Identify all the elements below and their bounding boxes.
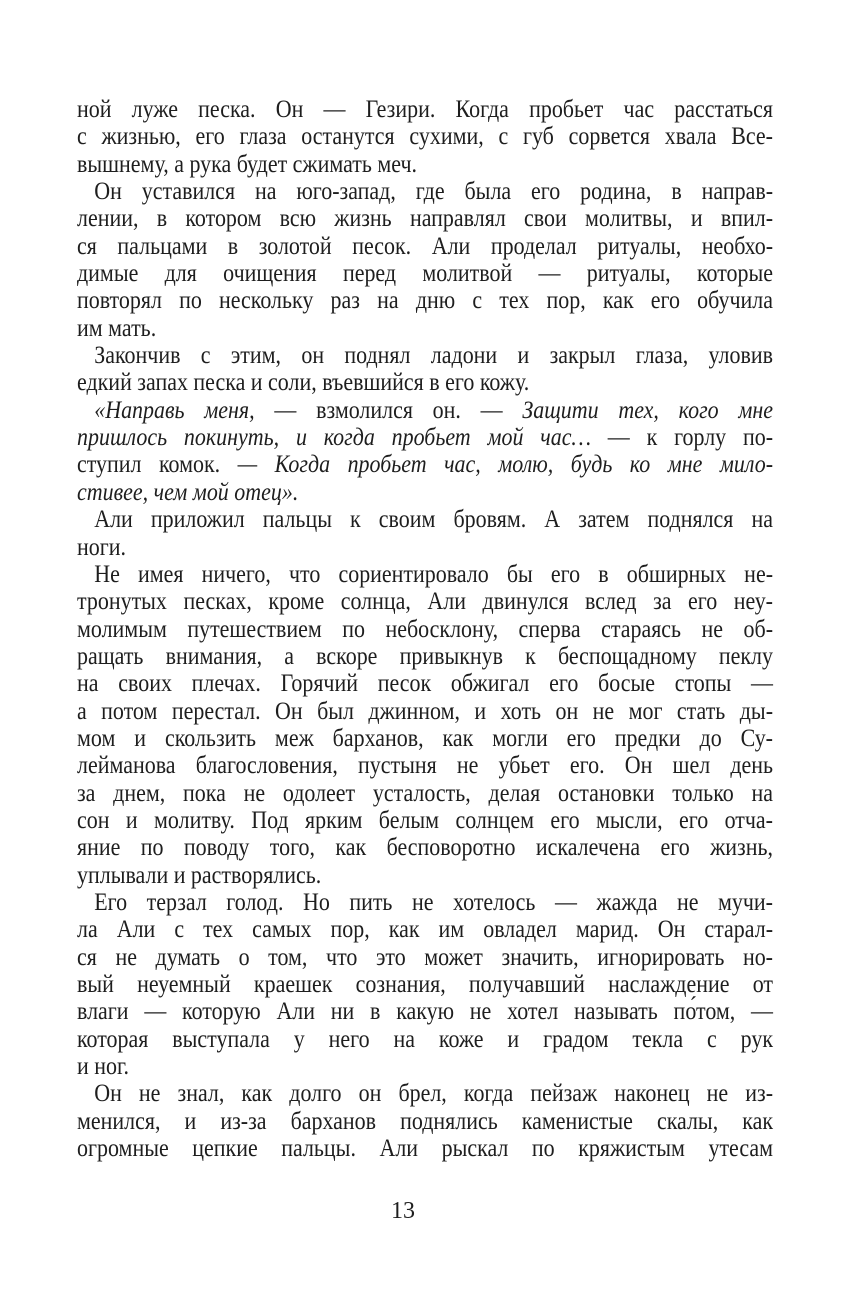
- text-line: Его терзал голод. Но пить не хотелось — жажда не мучи-: [94, 886, 774, 916]
- text-line: [77, 396, 773, 423]
- text-line: на своих плечах. Горячий песок обжигал его босые стопы —: [77, 668, 774, 698]
- text-line: влаги — которую Али ни в какую не хотел называть по́том, —: [77, 996, 774, 1026]
- text-line: Али приложил пальцы к своим бровям. А затем поднялся на: [94, 504, 774, 534]
- text-line: огромные цепкие пальцы. Али рыскал по кряжистым утесам: [77, 1133, 774, 1163]
- text-line: за днем, пока не одолеет усталость, делая остановки только на: [77, 777, 774, 807]
- paragraph: [77, 505, 773, 560]
- text-line: им мать.: [77, 312, 157, 342]
- italic-segment: — Когда пробьет час, молю, будь ко мне мило-: [237, 449, 774, 479]
- text-line: повторял по нескольку раз на дню с тех пор, как его обучила: [77, 285, 774, 315]
- text-line: едкий запах песка и соли, въевшийся в его кожу.: [77, 367, 530, 397]
- paragraph: [77, 177, 773, 341]
- text-block: [77, 95, 773, 1161]
- roman-segment: — к горлу по-: [607, 422, 774, 452]
- text-line: мом и скользить меж барханов, как могли его предки до Су-: [77, 722, 774, 752]
- text-line: [77, 423, 773, 450]
- italic-segment: Защити тех, кого мне: [522, 394, 774, 424]
- text-line: вышнему, а рука будет сжимать меч.: [77, 148, 418, 178]
- text-line: Он уставился на юго-запад, где была его родина, в направ-: [94, 176, 774, 206]
- text-line: димые для очищения перед молитвой — ритуалы, которые: [77, 258, 774, 288]
- text-line: ной луже песка. Он — Гезири. Когда пробьет час расстаться: [77, 94, 774, 123]
- paragraph: [77, 560, 773, 888]
- text-line: сон и молитву. Под ярким белым солнцем его мысли, его отча-: [77, 804, 774, 834]
- text-line: вый неуемный краешек сознания, получавший наслаждение от: [77, 969, 774, 998]
- italic-segment: пришлось покинуть, и когда пробьет мой час…: [77, 422, 608, 452]
- italic-segment: стивее, чем мой отец».: [77, 476, 299, 506]
- text-line: [77, 478, 773, 505]
- text-line: а потом перестал. Он был джинном, и хоть он не мог стать ды-: [77, 695, 774, 725]
- text-line: лении, в котором всю жизнь направлял свои молитвы, и впил-: [77, 203, 774, 233]
- text-line: с жизнью, его глаза останутся сухими, с губ сорвется хвала Все-: [77, 121, 774, 151]
- text-line: лейманова благословения, пустыня не убьет его. Он шел день: [77, 750, 774, 780]
- text-line: [77, 450, 773, 477]
- text-line: Он не знал, как долго он брел, когда пейзаж наконец не из-: [94, 1078, 774, 1108]
- text-line: и ног.: [77, 1051, 130, 1081]
- text-line: Закончив с этим, он поднял ладони и закрыл глаза, уловив: [94, 340, 774, 370]
- paragraph: [77, 341, 773, 396]
- text-line: тронутых песках, кроме солнца, Али двинулся вслед за его неу-: [77, 586, 774, 616]
- text-line: ноги.: [77, 531, 127, 561]
- paragraph: [77, 396, 773, 505]
- text-line: уплывали и растворялись.: [77, 859, 322, 889]
- text-line: ращать внимания, а вскоре привыкнув к беспощадному пеклу: [77, 640, 774, 670]
- italic-segment: «Направь меня,: [94, 394, 275, 424]
- page-number: 13: [391, 1198, 415, 1224]
- text-line: Не имея ничего, что сориентировало бы его в обширных не-: [94, 558, 774, 588]
- roman-segment: ступил комок.: [77, 449, 238, 479]
- text-line: ся не думать о том, что это может значить, игнорировать но-: [77, 941, 774, 971]
- text-line: которая выступала у него на коже и градом текла с рук: [77, 1023, 774, 1053]
- text-line: менился, и из-за барханов поднялись каменистые скалы, как: [77, 1105, 774, 1135]
- text-line: яние по поводу того, как бесповоротно искалечена его жизнь,: [77, 832, 774, 862]
- paragraph: [77, 1079, 773, 1161]
- text-line: ся пальцами в золотой песок. Али проделал ритуалы, необхо-: [77, 230, 774, 260]
- paragraph: [77, 888, 773, 1079]
- text-line: ла Али с тех самых пор, как им овладел марид. Он старал-: [77, 914, 774, 944]
- roman-segment: — взмолился он. —: [274, 394, 523, 424]
- text-line: молимым путешествием по небосклону, сперва стараясь не об-: [77, 613, 774, 643]
- paragraph: [77, 95, 773, 177]
